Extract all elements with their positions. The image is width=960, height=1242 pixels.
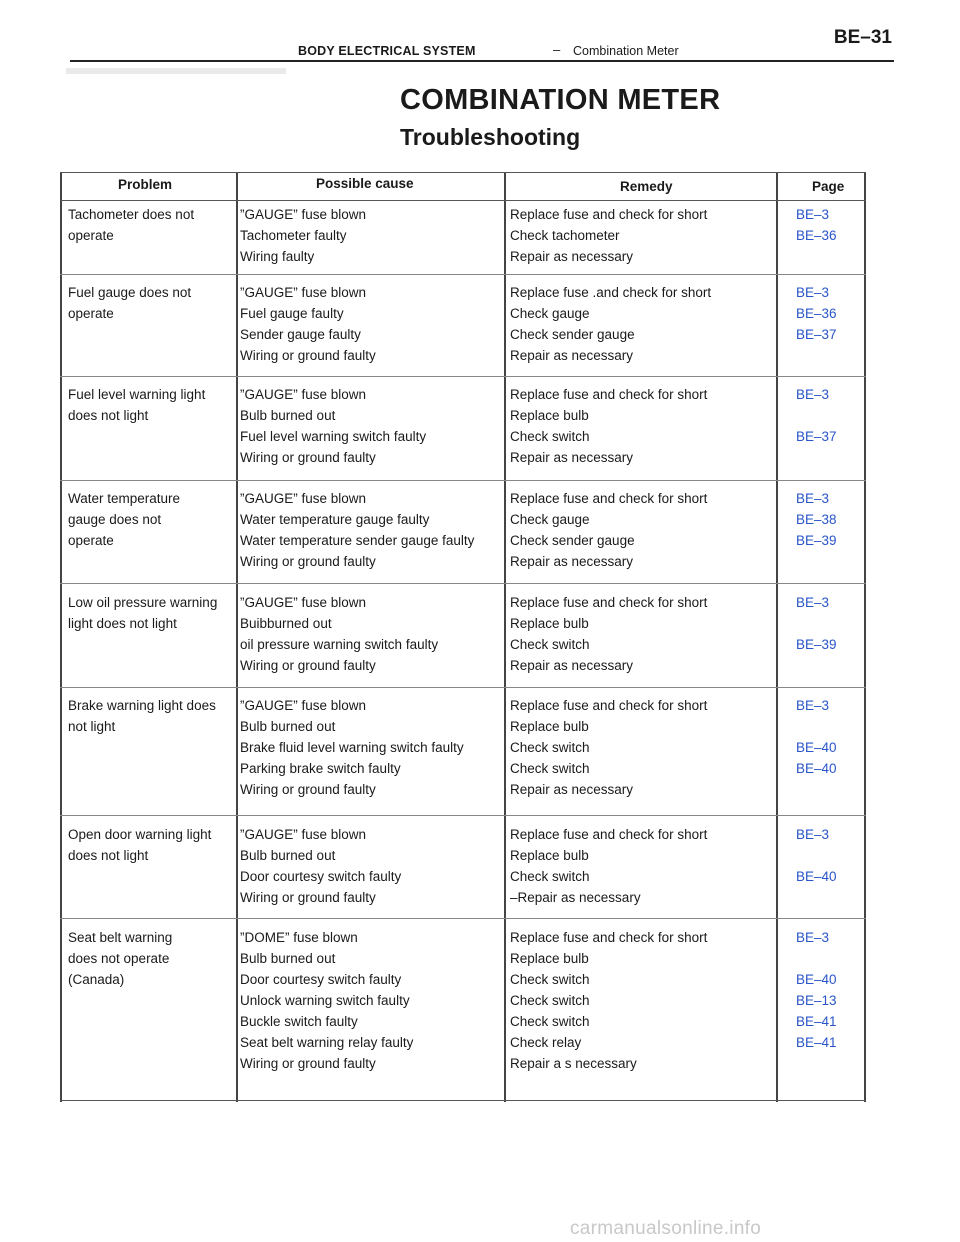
page-reference: BE–40 (796, 869, 837, 884)
cell-line: Wiring faulty (240, 249, 315, 264)
page-number: BE–31 (833, 27, 892, 48)
table-border-bottom (60, 1100, 866, 1101)
cell-line: Water temperature sender gauge faulty (240, 533, 475, 548)
cell-line: Brake fluid level warning switch faulty (240, 740, 464, 755)
cell-line: Low oil pressure warning (68, 595, 218, 610)
remedy-cell (510, 204, 707, 267)
page-reference: BE–41 (796, 1035, 837, 1050)
cell-line: ”GAUGE” fuse blown (240, 698, 367, 713)
page-title: COMBINATION METER (400, 84, 721, 116)
cell-line: ”GAUGE” fuse blown (240, 207, 367, 222)
problem-cell (68, 824, 211, 866)
cell-line: Wiring or ground faulty (240, 890, 376, 905)
cell-line: oil pressure warning switch faulty (240, 637, 439, 652)
page-reference: BE–40 (796, 972, 837, 987)
cell-line: Bulb burned out (240, 848, 336, 863)
header-page: Page (812, 179, 845, 194)
remedy-cell (510, 488, 707, 572)
page-reference: BE–37 (796, 429, 837, 444)
cell-line: Water temperature (68, 491, 181, 506)
page-subtitle: Troubleshooting (400, 124, 581, 150)
cell-line: Wiring or ground faulty (240, 450, 376, 465)
cell-line: Repair as necessary (510, 450, 634, 465)
table-border-right (864, 172, 866, 1102)
cause-cell (240, 927, 413, 1074)
cell-line: Tachometer faulty (240, 228, 347, 243)
cell-line: operate (68, 306, 114, 321)
page-reference: BE–3 (796, 930, 830, 945)
cell-line: Check switch (510, 869, 590, 884)
remedy-cell (510, 927, 707, 1074)
cause-cell (240, 282, 376, 366)
cell-line: Unlock warning switch faulty (240, 993, 410, 1008)
cell-line: Sender gauge faulty (240, 327, 361, 342)
cell-line: (Canada) (68, 972, 125, 987)
page-reference: BE–36 (796, 306, 837, 321)
cause-cell (240, 384, 426, 468)
header-remedy: Remedy (620, 179, 673, 194)
page-ref-cell (796, 695, 837, 779)
cell-line: Repair as necessary (510, 658, 634, 673)
cell-line: ”GAUGE” fuse blown (240, 387, 367, 402)
cell-line: Check relay (510, 1035, 582, 1050)
page-reference: BE–36 (796, 228, 837, 243)
scan-smudge (66, 68, 286, 74)
cell-line: ”GAUGE” fuse blown (240, 285, 367, 300)
cell-line: Open door warning light (68, 827, 212, 842)
cell-line: Bulb burned out (240, 408, 336, 423)
cell-line: Replace bulb (510, 408, 589, 423)
remedy-cell (510, 695, 707, 800)
cell-line: Check switch (510, 993, 590, 1008)
cell-line: Parking brake switch faulty (240, 761, 401, 776)
header-problem: Problem (118, 177, 173, 192)
cause-cell (240, 824, 401, 908)
page-reference (796, 405, 837, 426)
problem-cell (68, 927, 172, 990)
page-reference: BE–39 (796, 533, 837, 548)
page-ref-cell (796, 927, 837, 1053)
page-ref-cell (796, 384, 837, 447)
header-separator: – (553, 42, 561, 57)
page-reference: BE–41 (796, 1014, 837, 1029)
cell-line: Fuel level warning switch faulty (240, 429, 427, 444)
cell-line: Wiring or ground faulty (240, 348, 376, 363)
page-reference: BE–40 (796, 740, 837, 755)
troubleshooting-table (60, 172, 866, 1102)
cell-line: ”GAUGE” fuse blown (240, 595, 367, 610)
cell-line: Check gauge (510, 512, 590, 527)
cell-line: Buckle switch faulty (240, 1014, 358, 1029)
cause-cell (240, 204, 366, 267)
cell-line: Brake warning light does (68, 698, 216, 713)
header-rule (70, 60, 894, 62)
cell-line: Check tachometer (510, 228, 620, 243)
cell-line: does not light (68, 408, 149, 423)
cell-line: Check switch (510, 972, 590, 987)
column-divider (776, 172, 778, 1102)
problem-cell (68, 592, 217, 634)
cell-line: does not light (68, 848, 149, 863)
cell-line: Replace fuse and check for short (510, 387, 708, 402)
cell-line: Check gauge (510, 306, 590, 321)
cell-line: Wiring or ground faulty (240, 1056, 376, 1071)
row-divider (60, 687, 866, 688)
cell-line: Replace bulb (510, 616, 589, 631)
row-divider (60, 583, 866, 584)
page-reference: BE–3 (796, 595, 830, 610)
page-reference: BE–40 (796, 761, 837, 776)
cell-line: not light (68, 719, 116, 734)
page-reference: BE–3 (796, 387, 830, 402)
problem-cell (68, 204, 194, 246)
remedy-cell (510, 384, 707, 468)
column-divider (504, 172, 506, 1102)
page-reference: BE–39 (796, 637, 837, 652)
table-border-top (60, 172, 866, 173)
cell-line: Check switch (510, 637, 590, 652)
page-reference (796, 948, 837, 969)
remedy-cell (510, 824, 707, 908)
cell-line: Water temperature gauge faulty (240, 512, 430, 527)
cause-cell (240, 488, 474, 572)
cell-line: Bulb burned out (240, 951, 336, 966)
cell-line: Tachometer does not (68, 207, 195, 222)
cell-line: Check switch (510, 429, 590, 444)
cell-line: Fuel gauge does not (68, 285, 192, 300)
cell-line: Repair as necessary (510, 554, 634, 569)
cell-line: Check sender gauge (510, 327, 635, 342)
cell-line: Replace fuse and check for short (510, 207, 708, 222)
watermark: carmanualsonline.info (570, 1218, 762, 1239)
page-reference: BE–3 (796, 207, 830, 222)
header-possible-cause: Possible cause (316, 176, 414, 191)
column-divider (236, 172, 238, 1102)
page-reference: BE–3 (796, 285, 830, 300)
row-divider (60, 376, 866, 377)
remedy-cell (510, 282, 711, 366)
cell-line: Wiring or ground faulty (240, 782, 376, 797)
page-ref-cell (796, 204, 837, 246)
cell-line: Buibburned out (240, 616, 332, 631)
cell-line: Seat belt warning (68, 930, 173, 945)
cell-line: does not operate (68, 951, 170, 966)
page-ref-cell (796, 282, 837, 345)
cell-line: Fuel gauge faulty (240, 306, 344, 321)
row-divider (60, 480, 866, 481)
cell-line: Fuel level warning light (68, 387, 206, 402)
page-reference (796, 716, 837, 737)
page-ref-cell (796, 488, 837, 551)
problem-cell (68, 488, 180, 551)
cause-cell (240, 695, 464, 800)
cell-line: operate (68, 228, 114, 243)
row-divider (60, 815, 866, 816)
cell-line: ”DOME” fuse blown (240, 930, 358, 945)
problem-cell (68, 384, 205, 426)
cell-line: ”GAUGE” fuse blown (240, 491, 367, 506)
cause-cell (240, 592, 438, 676)
cell-line: Check switch (510, 740, 590, 755)
row-divider (60, 274, 866, 275)
table-border-left (60, 172, 62, 1102)
page-reference: BE–37 (796, 327, 837, 342)
cell-line: Replace fuse .and check for short (510, 285, 712, 300)
cell-line: Repair as necessary (510, 249, 634, 264)
cell-line: Replace fuse and check for short (510, 827, 708, 842)
cell-line: Replace fuse and check for short (510, 491, 708, 506)
page-reference: BE–3 (796, 827, 830, 842)
cell-line: Wiring or ground faulty (240, 554, 376, 569)
cell-line: operate (68, 533, 114, 548)
cell-line: ”GAUGE” fuse blown (240, 827, 367, 842)
page-reference: BE–13 (796, 993, 837, 1008)
page-reference: BE–3 (796, 491, 830, 506)
cell-line: Replace bulb (510, 719, 589, 734)
cell-line: –Repair as necessary (510, 890, 641, 905)
cell-line: Check sender gauge (510, 533, 635, 548)
cell-line: light does not light (68, 616, 177, 631)
cell-line: Replace bulb (510, 848, 589, 863)
page-reference: BE–3 (796, 698, 830, 713)
cell-line: Check switch (510, 761, 590, 776)
section-title: BODY ELECTRICAL SYSTEM (298, 44, 476, 58)
cell-line: Bulb burned out (240, 719, 336, 734)
problem-cell (68, 282, 191, 324)
page-reference (796, 613, 837, 634)
cell-line: Replace fuse and check for short (510, 698, 708, 713)
cell-line: Repair as necessary (510, 782, 634, 797)
header-rule (60, 200, 866, 201)
page-ref-cell (796, 824, 837, 887)
remedy-cell (510, 592, 707, 676)
cell-line: Replace bulb (510, 951, 589, 966)
cell-line: Wiring or ground faulty (240, 658, 376, 673)
cell-line: Door courtesy switch faulty (240, 972, 402, 987)
page-reference (796, 845, 837, 866)
cell-line: Door courtesy switch faulty (240, 869, 402, 884)
page-header (70, 22, 894, 62)
subsection-title: Combination Meter (573, 44, 679, 58)
row-divider (60, 918, 866, 919)
cell-line: Repair as necessary (510, 348, 634, 363)
page-reference: BE–38 (796, 512, 837, 527)
cell-line: gauge does not (68, 512, 162, 527)
cell-line: Check switch (510, 1014, 590, 1029)
problem-cell (68, 695, 216, 737)
cell-line: Seat belt warning relay faulty (240, 1035, 414, 1050)
cell-line: Replace fuse and check for short (510, 930, 708, 945)
cell-line: Replace fuse and check for short (510, 595, 708, 610)
cell-line: Repair a s necessary (510, 1056, 637, 1071)
page-ref-cell (796, 592, 837, 655)
